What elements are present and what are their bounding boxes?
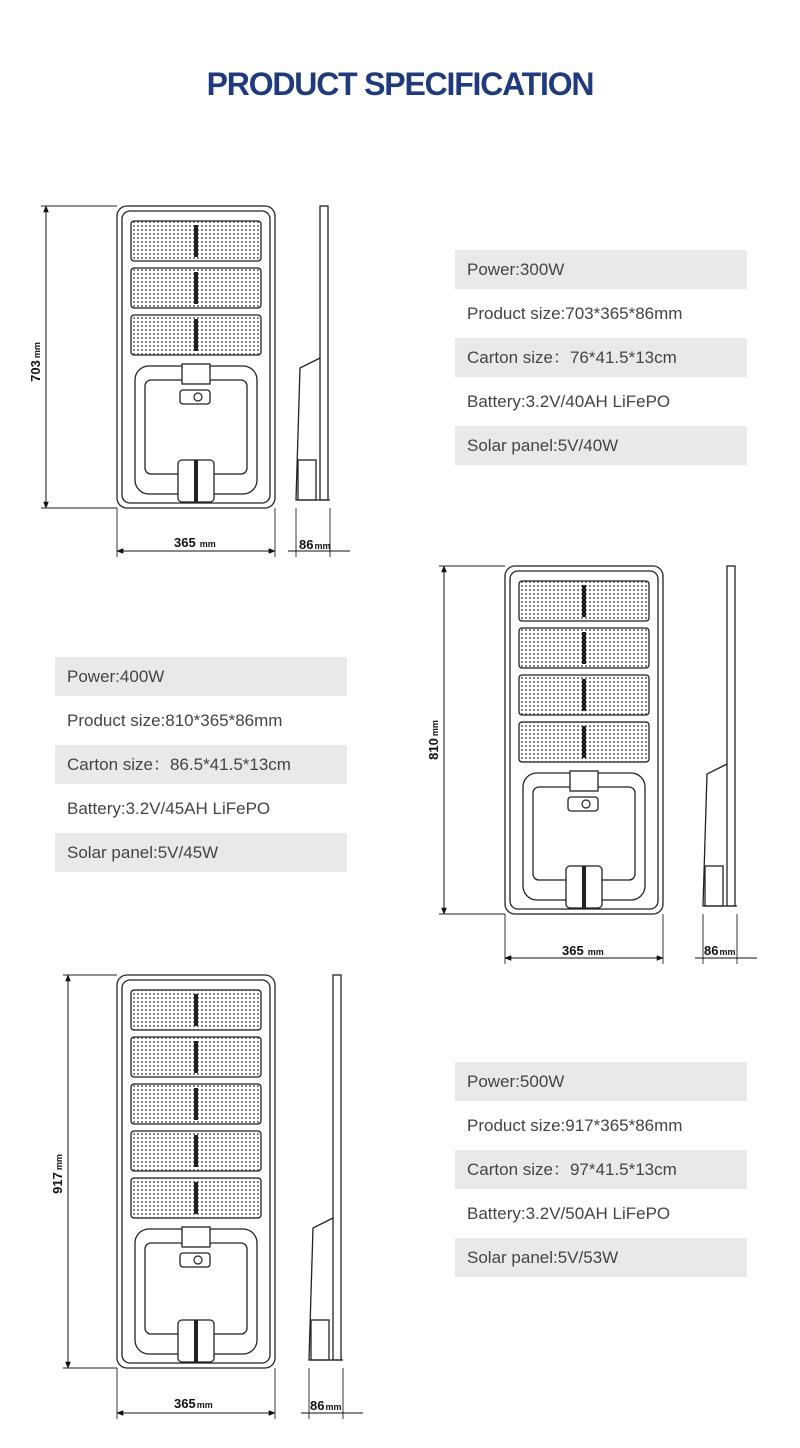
width-dimension-label: 365 mm <box>174 535 216 550</box>
spec-product-size: Product size:917*365*86mm <box>467 1116 683 1135</box>
width-dimension-label: 365 mm <box>562 943 604 958</box>
spec-battery: Battery:3.2V/45AH LiFePO <box>67 799 271 818</box>
spec-battery: Battery:3.2V/40AH LiFePO <box>467 392 671 411</box>
height-dimension-label: 703mm <box>28 342 43 382</box>
height-dimension-label: 917mm <box>50 1154 65 1194</box>
spec-power: Power:400W <box>55 657 347 696</box>
spec-solar-panel: Solar panel:5V/53W <box>455 1238 747 1277</box>
spec-product-size: Product size:703*365*86mm <box>467 304 683 323</box>
spec-power: Power:300W <box>455 250 747 289</box>
spec-carton-size: Carton size：76*41.5*13cm <box>455 338 747 377</box>
spec-battery: Battery:3.2V/50AH LiFePO <box>467 1204 671 1223</box>
spec-solar-panel: Solar panel:5V/40W <box>455 426 747 465</box>
spec-power: Power:500W <box>455 1062 747 1101</box>
depth-dimension-label: 86mm <box>310 1398 342 1413</box>
page-title: PRODUCT SPECIFICATION <box>206 66 594 102</box>
width-dimension-label: 365mm <box>174 1396 213 1411</box>
spec-carton-size: Carton size：97*41.5*13cm <box>455 1150 747 1189</box>
spec-carton-size: Carton size：86.5*41.5*13cm <box>55 745 347 784</box>
depth-dimension-label: 86mm <box>704 943 736 958</box>
spec-product-size: Product size:810*365*86mm <box>67 711 283 730</box>
spec-solar-panel: Solar panel:5V/45W <box>55 833 347 872</box>
height-dimension-label: 810mm <box>426 720 441 760</box>
depth-dimension-label: 86mm <box>299 537 331 552</box>
